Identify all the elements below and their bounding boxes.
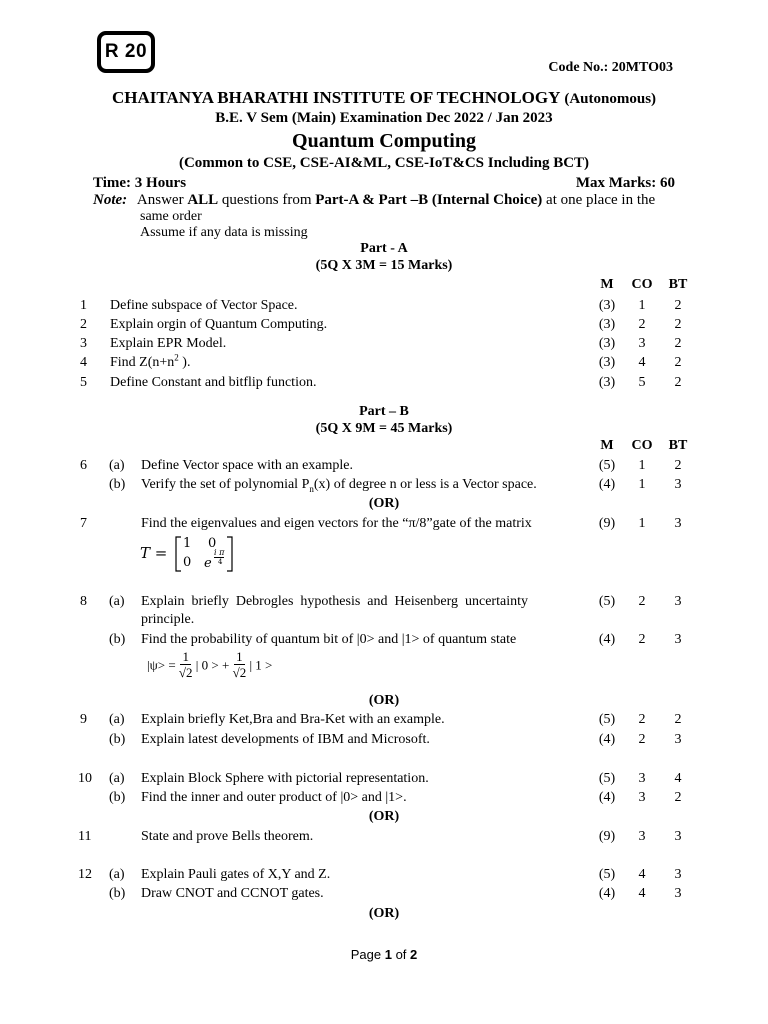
part-a-marks: (5Q X 3M = 15 Marks): [315, 258, 453, 273]
question-text: Define Constant and bitflip function.: [110, 375, 317, 390]
question-co: 1: [638, 298, 646, 313]
or-separator-4: (OR): [368, 906, 400, 921]
eq-fraction-1: [179, 650, 193, 681]
q6a-bt: 2: [674, 458, 682, 473]
page-footer: [0, 947, 768, 962]
q11-number: 11: [78, 829, 92, 844]
exam-title: B.E. V Sem (Main) Examination Dec 2022 / Jan 2023: [215, 110, 553, 126]
q6b-bt: 3: [674, 477, 682, 492]
eq-numerator: 1: [236, 649, 243, 664]
q6b-text-part: (x) of degree n or less is a Vector space.: [313, 477, 537, 492]
note-line: [93, 192, 655, 209]
matrix-cell-22: e: [204, 556, 212, 571]
q12a-text: Explain Pauli gates of X,Y and Z.: [141, 867, 331, 882]
q9b-co: 2: [638, 732, 646, 747]
q10b-co: 3: [638, 790, 646, 805]
q8a-co: 2: [638, 594, 646, 609]
eq-ket0: | 0 > +: [195, 657, 230, 673]
note-internal-choice: (Internal Choice): [428, 192, 543, 208]
q12b-text: Draw CNOT and CCNOT gates.: [141, 886, 324, 901]
q9b-bt: 3: [674, 732, 682, 747]
q12b-co: 4: [638, 886, 646, 901]
question-bt: 2: [674, 355, 682, 370]
q12b-bt: 3: [674, 886, 682, 901]
question-co: 3: [638, 336, 646, 351]
question-marks: (3): [598, 355, 616, 370]
matrix-exponent-numerator: i π: [214, 548, 225, 557]
code-number: Code No.: 20MTO03: [548, 60, 673, 75]
note-text-2: questions from: [218, 192, 316, 208]
question-text: Explain orgin of Quantum Computing.: [110, 317, 328, 332]
q8b-sub: (b): [109, 632, 126, 647]
q12-number: 12: [78, 867, 92, 882]
matrix-cell-12: 0: [208, 536, 217, 551]
qubit-state-equation: [147, 650, 272, 681]
autonomous-label: (Autonomous): [564, 91, 657, 107]
or-separator-1: (OR): [368, 496, 400, 511]
part-b-col-m: M: [600, 438, 614, 453]
eq-numerator: 1: [182, 649, 189, 664]
q8b-marks: (4): [598, 632, 616, 647]
part-b-col-bt: BT: [668, 438, 688, 453]
question-marks: (3): [598, 317, 616, 332]
institute-line: [0, 88, 768, 108]
note-line-3: Assume if any data is missing: [140, 225, 308, 240]
institute-name: CHAITANYA BHARATHI INSTITUTE OF TECHNOLOGY: [111, 88, 561, 107]
eq-denominator: √2: [178, 665, 193, 680]
footer-text: of: [391, 947, 411, 962]
q8b-co: 2: [638, 632, 646, 647]
question-text: [110, 352, 191, 371]
q10b-marks: (4): [598, 790, 616, 805]
q6b-co: 1: [638, 477, 646, 492]
q7-marks: (9): [598, 516, 616, 531]
q10-number: 10: [78, 771, 92, 786]
part-a-title: Part - A: [360, 241, 408, 256]
subject-title: Quantum Computing: [292, 130, 476, 152]
q12b-marks: (4): [598, 886, 616, 901]
regulation-badge: R 20: [97, 31, 155, 73]
q10b-bt: 2: [674, 790, 682, 805]
q7-text: Find the eigenvalues and eigen vectors for the “π/8”gate of the matrix: [141, 516, 532, 531]
q12b-sub: (b): [109, 886, 126, 901]
q8a-sub: (a): [109, 594, 125, 609]
matrix-cell-21: 0: [183, 555, 192, 570]
page-number: 1: [384, 947, 392, 962]
q6-number: 6: [80, 458, 87, 473]
part-b-marks: (5Q X 9M = 45 Marks): [315, 421, 453, 436]
question-number: 4: [80, 355, 87, 370]
q9b-marks: (4): [598, 732, 616, 747]
note-all: ALL: [187, 192, 219, 208]
note-line-2: same order: [140, 209, 202, 224]
q10b-text: Find the inner and outer product of |0> and |1>.: [141, 790, 407, 805]
q11-co: 3: [638, 829, 646, 844]
question-number: 3: [80, 336, 87, 351]
q11-marks: (9): [598, 829, 616, 844]
question-number: 1: [80, 298, 87, 313]
part-b-title: Part – B: [359, 404, 409, 419]
q6b-sub: (b): [109, 477, 126, 492]
superscript: 2: [174, 352, 179, 363]
part-b-col-co: CO: [631, 438, 653, 453]
q7-co: 1: [638, 516, 646, 531]
note-parts: Part-A & Part –B: [315, 192, 429, 208]
or-separator-3: (OR): [368, 809, 400, 824]
subscript: n: [309, 483, 314, 494]
q11-text: State and prove Bells theorem.: [141, 829, 314, 844]
question-text: Explain EPR Model.: [110, 336, 227, 351]
question-bt: 2: [674, 375, 682, 390]
q10a-bt: 4: [674, 771, 682, 786]
q6b-text-part: Verify the set of polynomial P: [141, 477, 310, 492]
q8a-text: Explain briefly Debrogles hypothesis and Heisenberg uncertainty: [141, 594, 528, 609]
right-bracket-icon: [226, 536, 234, 572]
question-co: 4: [638, 355, 646, 370]
q10a-text: Explain Block Sphere with pictorial representation.: [141, 771, 429, 786]
part-a-col-bt: BT: [668, 277, 688, 292]
q8-number: 8: [80, 594, 87, 609]
question-number: 2: [80, 317, 87, 332]
left-bracket-icon: [174, 536, 182, 572]
q10b-sub: (b): [109, 790, 126, 805]
or-separator-2: (OR): [368, 693, 400, 708]
question-number: 5: [80, 375, 87, 390]
q6a-marks: (5): [598, 458, 616, 473]
q8b-bt: 3: [674, 632, 682, 647]
q11-bt: 3: [674, 829, 682, 844]
note-text-3: at one place in the: [542, 192, 656, 208]
q12a-sub: (a): [109, 867, 125, 882]
page-total: 2: [410, 947, 418, 962]
q9a-marks: (5): [598, 712, 616, 727]
question-co: 5: [638, 375, 646, 390]
q8a-bt: 3: [674, 594, 682, 609]
q8a-text-line2: principle.: [141, 612, 195, 627]
q9b-text: Explain latest developments of IBM and Microsoft.: [141, 732, 430, 747]
question-text: Define subspace of Vector Space.: [110, 298, 298, 313]
q9b-sub: (b): [109, 732, 126, 747]
q9a-co: 2: [638, 712, 646, 727]
q7-bt: 3: [674, 516, 682, 531]
question-bt: 2: [674, 336, 682, 351]
question-marks: (3): [598, 298, 616, 313]
q12a-bt: 3: [674, 867, 682, 882]
q10a-co: 3: [638, 771, 646, 786]
q10a-sub: (a): [109, 771, 125, 786]
question-co: 2: [638, 317, 646, 332]
matrix-lhs: T =: [140, 544, 168, 562]
time-label: Time: 3 Hours: [93, 175, 187, 191]
question-bt: 2: [674, 317, 682, 332]
question-marks: (3): [598, 375, 616, 390]
question-marks: (3): [598, 336, 616, 351]
q8b-text: Find the probability of quantum bit of |0> and |1> of quantum state: [141, 632, 517, 647]
q6a-co: 1: [638, 458, 646, 473]
note-label: Note:: [93, 192, 128, 208]
question-bt: 2: [674, 298, 682, 313]
note-text-1: Answer: [136, 192, 188, 208]
eq-denominator: √2: [232, 665, 247, 680]
q6a-sub: (a): [109, 458, 125, 473]
max-marks: Max Marks: 60: [575, 175, 675, 191]
q12a-co: 4: [638, 867, 646, 882]
q9a-bt: 2: [674, 712, 682, 727]
q8a-marks: (5): [598, 594, 616, 609]
part-a-col-m: M: [600, 277, 614, 292]
q12a-marks: (5): [598, 867, 616, 882]
part-a-col-co: CO: [631, 277, 653, 292]
eq-ket1: | 1 >: [249, 657, 273, 673]
q10a-marks: (5): [598, 771, 616, 786]
pi8-gate-matrix: [140, 534, 240, 574]
q6b-marks: (4): [598, 477, 616, 492]
question-text-part: Find Z(n+n: [110, 355, 175, 370]
common-line: (Common to CSE, CSE-AI&ML, CSE-IoT&CS Including BCT): [178, 155, 590, 171]
matrix-exponent-denominator: 4: [218, 558, 223, 566]
eq-psi: |ψ> =: [147, 657, 176, 673]
q9a-sub: (a): [109, 712, 125, 727]
matrix-cell-11: 1: [183, 536, 192, 551]
q6a-text: Define Vector space with an example.: [141, 458, 353, 473]
q9a-text: Explain briefly Ket,Bra and Bra-Ket with an example.: [141, 712, 445, 727]
q7-number: 7: [80, 516, 87, 531]
question-text-part: ).: [178, 355, 191, 370]
eq-fraction-2: [233, 650, 247, 681]
q6b-text: [141, 477, 537, 493]
q9-number: 9: [80, 712, 87, 727]
footer-text: Page: [350, 947, 385, 962]
